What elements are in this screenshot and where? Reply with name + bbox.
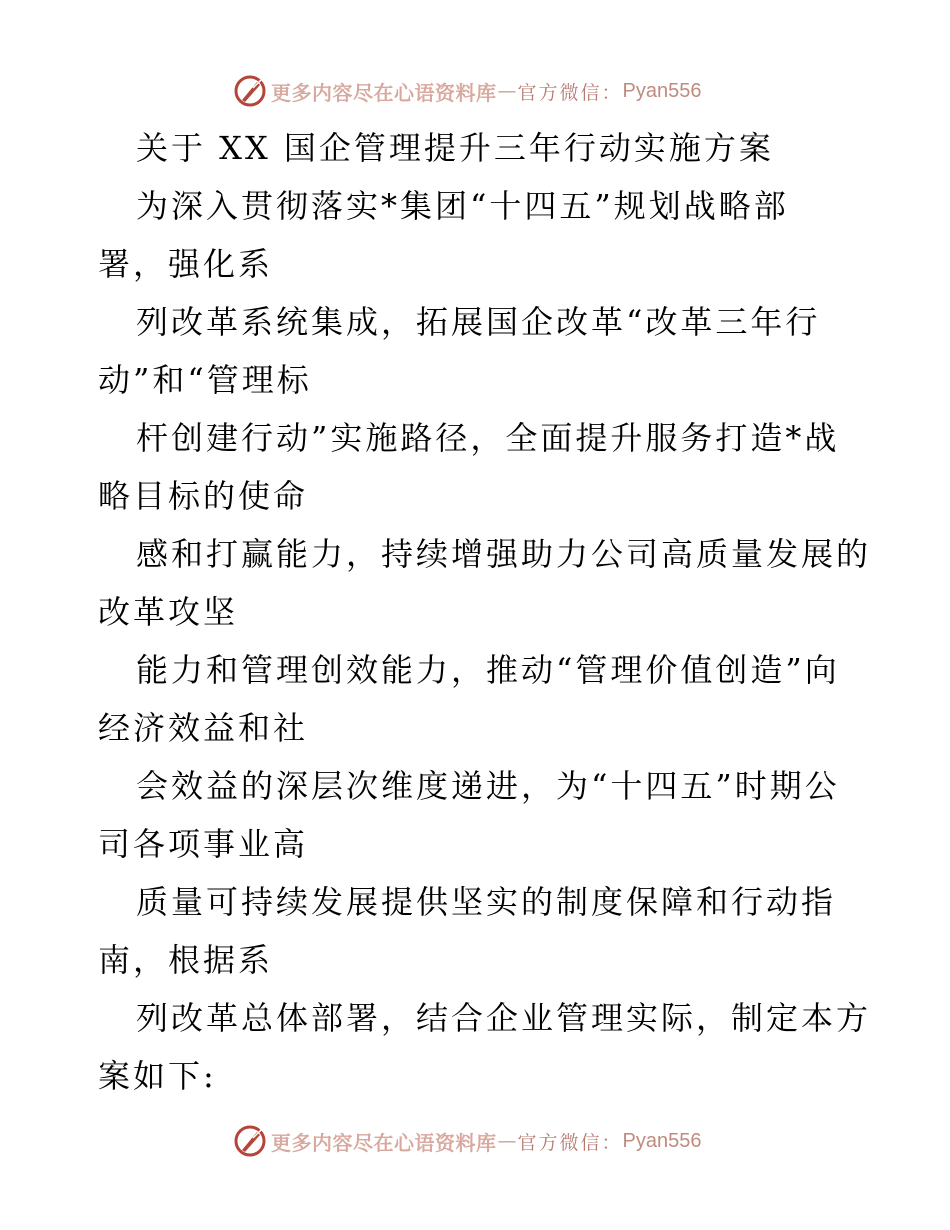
paragraph-line: 感和打赢能力，持续增强助力公司高质量发展的 [136, 535, 872, 573]
footer-watermark [233, 1123, 701, 1159]
paragraph-line: 杆创建行动”实施路径，全面提升服务打造*战 [136, 419, 840, 457]
document-title: 关于 XX 国企管理提升三年行动实施方案 [136, 129, 774, 167]
watermark-separator: — [497, 80, 517, 102]
paragraph-line: 列改革总体部署，结合企业管理实际，制定本方 [136, 999, 872, 1037]
watermark-id: Pyan556 [622, 79, 702, 102]
feather-pen-logo-icon [233, 1124, 267, 1158]
paragraph-line: 动”和“管理标 [98, 361, 312, 399]
watermark-id: Pyan556 [622, 1129, 702, 1152]
watermark-main-text: 更多内容尽在心语资料库 [271, 1130, 497, 1155]
paragraph-line: 案如下: [98, 1057, 217, 1095]
paragraph-line: 经济效益和社 [98, 709, 309, 747]
watermark-main-text: 更多内容尽在心语资料库 [271, 80, 497, 105]
paragraph-line: 为深入贯彻落实*集团“十四五”规划战略部 [136, 187, 789, 225]
paragraph-line: 署，强化系 [98, 245, 274, 283]
paragraph-line: 南，根据系 [98, 941, 274, 979]
paragraph-line: 列改革系统集成，拓展国企改革“改革三年行 [136, 303, 821, 341]
paragraph-line: 能力和管理创效能力，推动“管理价值创造”向 [136, 651, 840, 689]
watermark-label: 官方微信： [517, 1131, 623, 1154]
paragraph-line: 略目标的使命 [98, 477, 309, 515]
paragraph-line: 会效益的深层次维度递进，为“十四五”时期公 [136, 767, 840, 805]
paragraph-line: 改革攻坚 [98, 593, 239, 631]
watermark-separator: — [497, 1130, 517, 1152]
watermark-label: 官方微信： [517, 81, 623, 104]
paragraph-line: 质量可持续发展提供坚实的制度保障和行动指 [136, 883, 837, 921]
paragraph-line: 司各项事业高 [98, 825, 309, 863]
